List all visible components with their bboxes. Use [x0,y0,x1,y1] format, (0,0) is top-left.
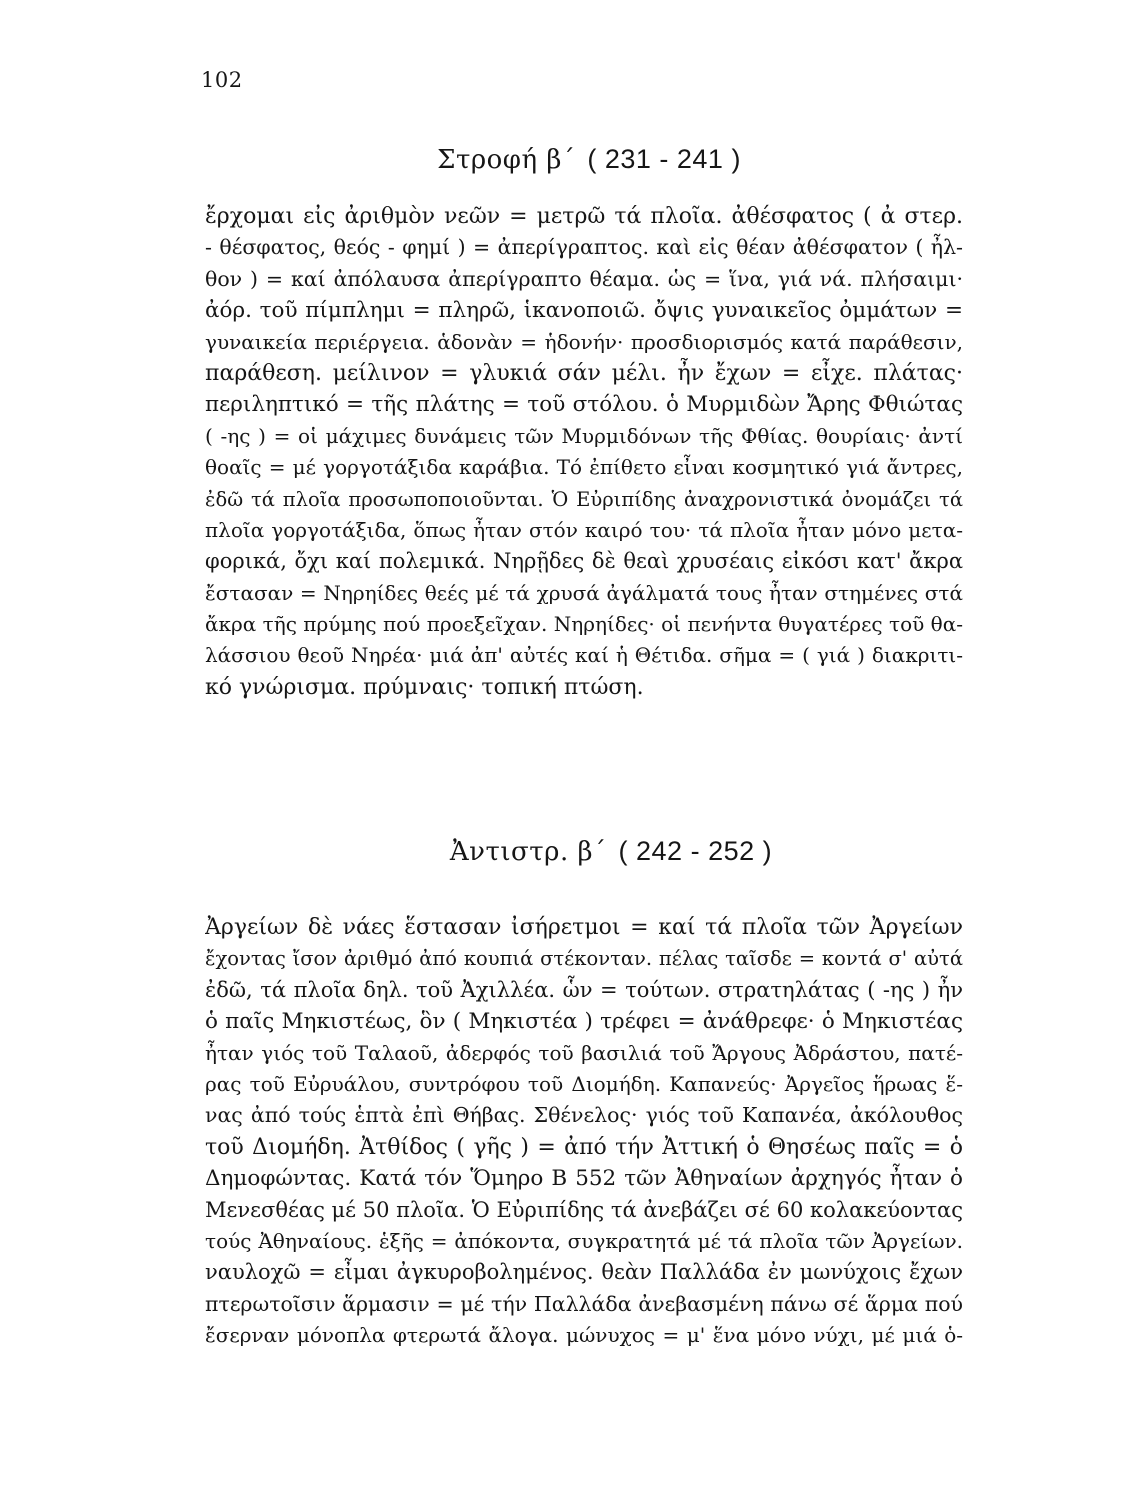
text-line: τοῦ Διομήδη. Ἀτθίδος ( γῆς ) = ἀπό τήν Ἀττική ὁ Θησέως παῖς = ὁ [205,1134,963,1160]
section-heading-antistrophe [0,836,1146,867]
text-line: θοαῖς = μέ γοργοτάξιδα καράβια. Τό ἐπίθετο εἶναι κοσμητικό γιά ἄντρες, [205,455,963,480]
text-line: κό γνώρισμα. πρύμναις· τοπική πτώση. [205,674,644,700]
text-line: ἔρχομαι εἰς ἀριθμὸν νεῶν = μετρῶ τά πλοῖα. ἀθέσφατος ( ἀ στερ. [205,204,963,229]
text-line: ὁ παῖς Μηκιστέως, ὃν ( Μηκιστέα ) τρέφει = ἀνάθρεφε· ὁ Μηκιστέας [205,1009,963,1035]
text-line: ἦταν γιός τοῦ Ταλαοῦ, ἀδερφός τοῦ βασιλιά τοῦ Ἄργους Ἀδράστου, πατέ- [205,1040,963,1065]
text-line: τούς Ἀθηναίους. ἑξῆς = ἀπόκοντα, συγκρατητά μέ τά πλοῖα τῶν Ἀργείων. [205,1228,963,1253]
text-line: θον ) = καί ἀπόλαυσα ἀπερίγραπτο θέαμα. ὡς = ἵνα, γιά νά. πλήσαιμι· [205,266,963,291]
text-line: ( -ης ) = οἱ μάχιμες δυνάμεις τῶν Μυρμιδόνων τῆς Φθίας. θουρίαις· ἀντί [205,423,963,448]
text-line: πτερωτοῖσιν ἅρμασιν = μέ τήν Παλλάδα ἀνεβασμένη πάνω σέ ἅρμα πού [205,1291,963,1316]
section-title: Στροφή β΄ [437,145,576,175]
line-range: ( 242 - 252 ) [618,836,773,866]
text-line: λάσσιου θεοῦ Νηρέα· μιά ἀπ' αὐτές καί ἡ Θέτιδα. σῆμα = ( γιά ) διακριτι- [205,643,963,668]
text-line: Ἀργείων δὲ νάες ἕστασαν ἰσήρετμοι = καί τά πλοῖα τῶν Ἀργείων [205,915,963,940]
text-line: ἔσερναν μόνοπλα φτερωτά ἄλογα. μώνυχος = μ' ἕνα μόνο νύχι, μέ μιά ὁ- [205,1323,963,1348]
commentary-strophe [205,201,963,703]
text-line: φορικά, ὄχι καί πολεμικά. Νηρῇδες δὲ θεαὶ χρυσέαις εἰκόσι κατ' ἄκρα [205,549,963,574]
text-line: Δημοφώντας. Κατά τόν Ὅμηρο Β 552 τῶν Ἀθηναίων ἀρχηγός ἦταν ὁ [205,1166,963,1192]
text-line: πλοῖα γοργοτάξιδα, ὅπως ἦταν στόν καιρό του· τά πλοῖα ἦταν μόνο μετα- [205,517,963,542]
text-line: περιληπτικό = τῆς πλάτης = τοῦ στόλου. ὁ Μυρμιδὼν Ἄρης Φθιώτας [205,392,963,418]
section-heading-strophe [0,144,1146,175]
section-title: Ἀντιστρ. β΄ [449,837,607,867]
text-line: ρας τοῦ Εὐρυάλου, συντρόφου τοῦ Διομήδη. Καπανεύς· Ἀργεῖος ἥρωας ἕ- [205,1071,963,1096]
text-line: ἐδῶ, τά πλοῖα δηλ. τοῦ Ἀχιλλέα. ὧν = τούτων. στρατηλάτας ( -ης ) ἦν [205,977,963,1002]
text-line: ἔστασαν = Νηρηίδες θεές μέ τά χρυσά ἀγάλματά τους ἦταν στημένες στά [205,580,963,605]
text-line: - θέσφατος, θεός - φημί ) = ἀπερίγραπτος. καὶ εἰς θέαν ἀθέσφατον ( ἦλ- [205,235,963,260]
commentary-antistrophe [205,912,963,1351]
text-line: γυναικεία περιέργεια. ἁδονὰν = ἡδονήν· προσδιορισμός κατά παράθεσιν, [205,329,963,354]
text-line: Μενεσθέας μέ 50 πλοῖα. Ὁ Εὐριπίδης τά ἀνεβάζει σέ 60 κολακεύοντας [205,1197,963,1222]
page-number: 102 [201,68,243,92]
text-line: νας ἀπό τούς ἑπτὰ ἐπὶ Θήβας. Σθένελος· γιός τοῦ Καπανέα, ἀκόλουθος [205,1103,963,1128]
text-line: ναυλοχῶ = εἶμαι ἀγκυροβολημένος. θεὰν Παλλάδα ἐν μωνύχοις ἔχων [205,1260,963,1285]
text-line: ἔχοντας ἴσον ἀριθμό ἀπό κουπιά στέκονταν. πέλας ταῖσδε = κοντά σ' αὐτά [205,947,963,971]
line-range: ( 231 - 241 ) [587,144,741,174]
text-line: ἐδῶ τά πλοῖα προσωποποιοῦνται. Ὁ Εὐριπίδης ἀναχρονιστικά ὀνομάζει τά [205,487,963,511]
text-line: παράθεση. μείλινον = γλυκιά σάν μέλι. ἦν ἔχων = εἶχε. πλάτας· [205,360,963,386]
text-line: ἄκρα τῆς πρύμης πού προεξεῖχαν. Νηρηίδες· οἱ πενήντα θυγατέρες τοῦ θα- [205,612,963,637]
text-line: ἀόρ. τοῦ πίμπλημι = πληρῶ, ἱκανοποιῶ. ὄψις γυναικεῖος ὀμμάτων = [205,298,963,324]
